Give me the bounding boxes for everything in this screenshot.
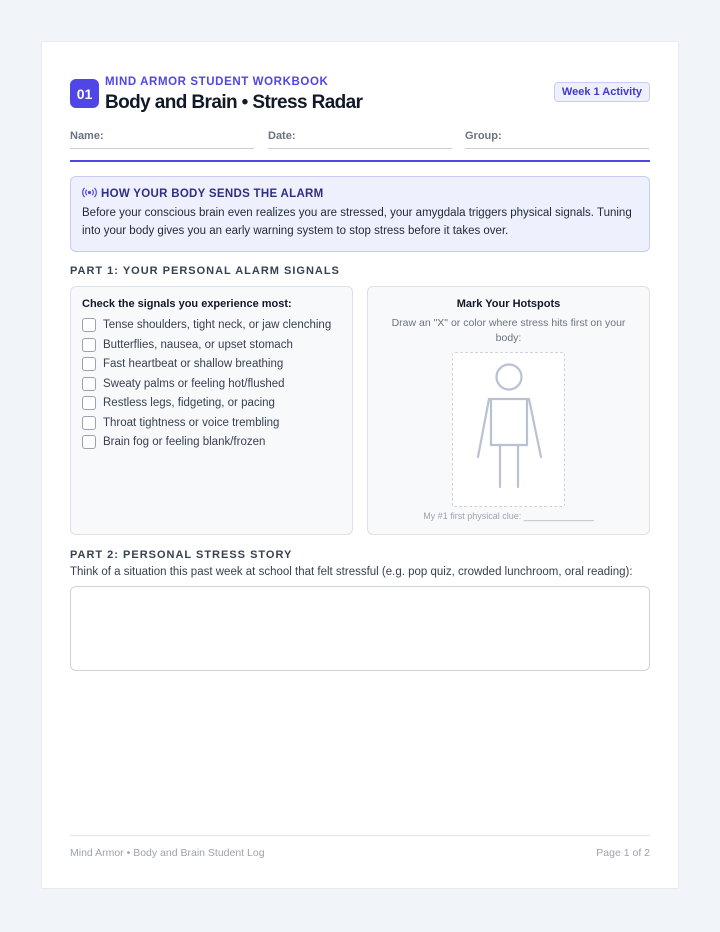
signal-checkbox-row[interactable] — [82, 318, 331, 332]
footer-divider — [70, 835, 650, 836]
signal-label: Tense shoulders, tight neck, or jaw clenching — [103, 319, 332, 331]
week-activity-pill: Week 1 Activity — [554, 82, 650, 102]
story-response-box[interactable] — [70, 586, 650, 671]
radio-waves-icon — [82, 187, 97, 201]
signal-label: Sweaty palms or feeling hot/flushed — [103, 378, 285, 390]
header-divider — [70, 160, 650, 162]
signal-checkbox-row[interactable] — [82, 396, 275, 410]
page-number: Page 1 of 2 — [596, 847, 650, 859]
worksheet-page — [42, 42, 678, 888]
checkbox[interactable] — [82, 357, 96, 371]
checkbox[interactable] — [82, 396, 96, 410]
checkbox[interactable] — [82, 435, 96, 449]
signal-label: Brain fog or feeling blank/frozen — [103, 436, 266, 448]
body-outline-figure — [453, 353, 564, 506]
checkbox[interactable] — [82, 318, 96, 332]
hotspots-instructions: Draw an "X" or color where stress hits first on your body: — [391, 317, 626, 344]
body-drawing-area[interactable] — [452, 352, 565, 507]
signal-label: Throat tightness or voice trembling — [103, 417, 280, 429]
first-clue-line[interactable]: My #1 first physical clue: ______________ — [423, 511, 594, 521]
page-title: Body and Brain • Stress Radar — [105, 92, 363, 113]
alarm-callout-heading-row — [82, 187, 324, 201]
checkbox[interactable] — [82, 377, 96, 391]
signal-checkbox-row[interactable] — [82, 338, 293, 352]
group-field[interactable] — [465, 130, 649, 149]
name-field[interactable] — [70, 130, 254, 149]
checkbox[interactable] — [82, 416, 96, 430]
signal-checkbox-row[interactable] — [82, 435, 265, 449]
signal-label: Butterflies, nausea, or upset stomach — [103, 339, 293, 351]
group-field-label: Group: — [465, 130, 502, 142]
alarm-callout-heading: HOW YOUR BODY SENDS THE ALARM — [101, 188, 324, 200]
hotspots-title: Mark Your Hotspots — [456, 298, 561, 310]
lesson-number-badge: 01 — [70, 79, 99, 108]
date-field-label: Date: — [268, 130, 296, 142]
signal-checkbox-row[interactable] — [82, 377, 285, 391]
signal-label: Fast heartbeat or shallow breathing — [103, 358, 284, 370]
checklist-title: Check the signals you experience most: — [82, 298, 292, 310]
part2-heading: PART 2: PERSONAL STRESS STORY — [70, 549, 293, 561]
alarm-callout — [70, 176, 650, 252]
name-field-label: Name: — [70, 130, 104, 142]
workbook-kicker: MIND ARMOR STUDENT WORKBOOK — [105, 76, 329, 88]
footer-left-text: Mind Armor • Body and Brain Student Log — [70, 847, 265, 859]
alarm-callout-body: Before your conscious brain even realizes you are stressed, your amygdala triggers physical signals. Tuning into your body gives you an early warning system to stop stress before it takes over. — [82, 207, 632, 237]
signals-checklist-card — [70, 286, 353, 535]
part1-heading: PART 1: YOUR PERSONAL ALARM SIGNALS — [70, 265, 340, 277]
hotspots-card — [367, 286, 650, 535]
signal-label: Restless legs, fidgeting, or pacing — [103, 397, 275, 409]
signal-checkbox-row[interactable] — [82, 416, 279, 430]
date-field[interactable] — [268, 130, 452, 149]
signal-checkbox-row[interactable] — [82, 357, 283, 371]
story-prompt: Think of a situation this past week at school that felt stressful (e.g. pop quiz, crowded lunchroom, oral reading): — [70, 566, 633, 578]
checkbox[interactable] — [82, 338, 96, 352]
